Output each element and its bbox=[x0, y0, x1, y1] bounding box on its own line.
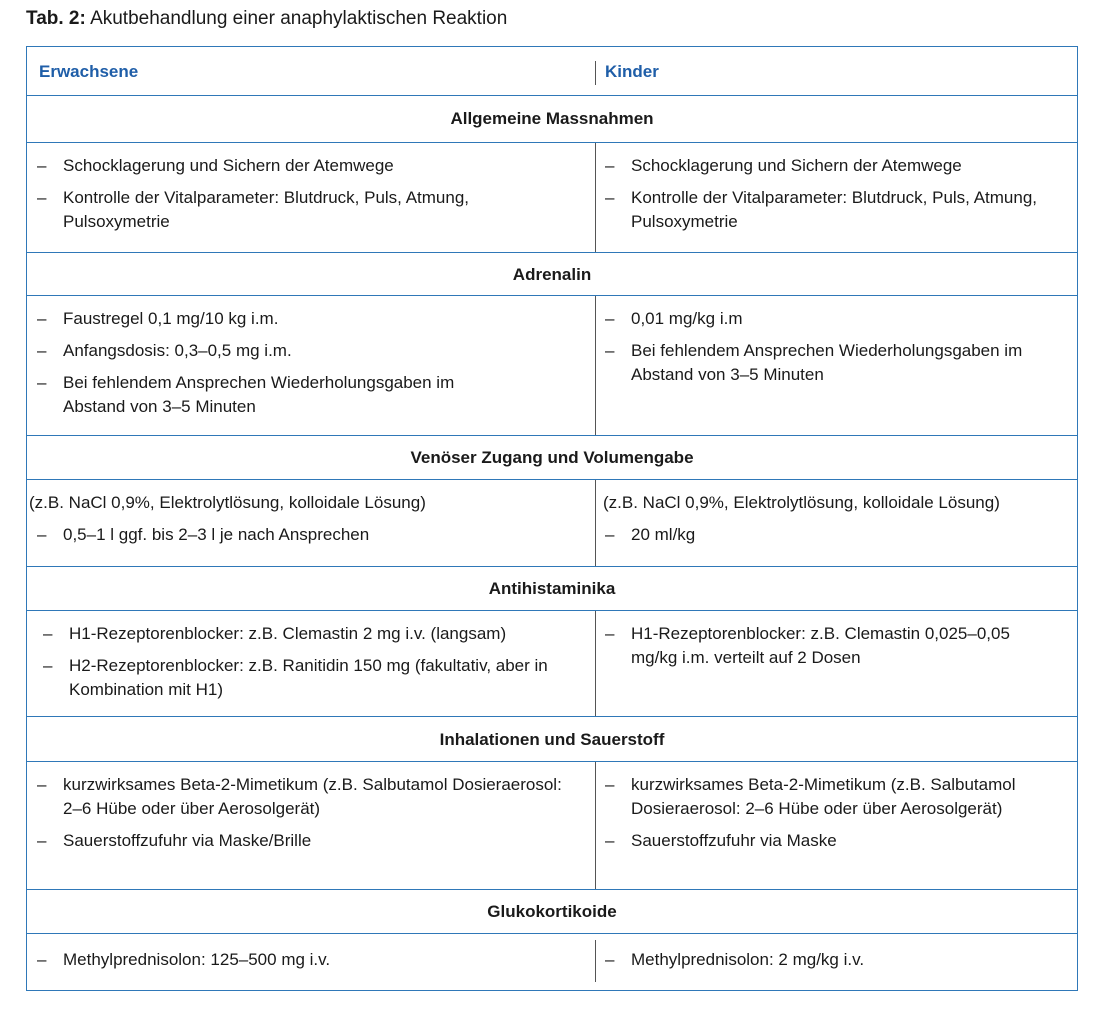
cell-adults bbox=[27, 296, 593, 435]
list-item: – Bei fehlendem Ansprechen Wiederholungsgaben im Abstand von 3–5 Minuten bbox=[37, 371, 583, 419]
column-header-children: Kinder bbox=[605, 62, 659, 81]
section-title: Venöser Zugang und Volumengabe bbox=[27, 436, 1077, 480]
list-item: – Methylprednisolon: 125–500 mg i.v. bbox=[37, 948, 583, 972]
caption-text: Akutbehandlung einer anaphylaktischen Reaktion bbox=[90, 8, 508, 29]
section-body bbox=[27, 143, 1077, 253]
list-item: – H2-Rezeptorenblocker: z.B. Ranitidin 150 mg (fakultativ, aber in Kombination mit H1) bbox=[43, 654, 583, 702]
list-item: – Methylprednisolon: 2 mg/kg i.v. bbox=[605, 948, 1071, 972]
table-caption bbox=[26, 8, 507, 30]
section-title: Allgemeine Massnahmen bbox=[27, 95, 1077, 143]
cell-adults bbox=[27, 762, 593, 889]
list-item: – Faustregel 0,1 mg/10 kg i.m. bbox=[37, 307, 583, 331]
column-divider bbox=[595, 762, 596, 889]
caption-label: Tab. 2: bbox=[26, 8, 86, 29]
section-title: Antihistaminika bbox=[27, 567, 1077, 611]
list-item: – 0,01 mg/kg i.m bbox=[605, 307, 1071, 331]
section-body bbox=[27, 934, 1077, 990]
section-title: Adrenalin bbox=[27, 253, 1077, 296]
section-body bbox=[27, 480, 1077, 567]
cell-children bbox=[597, 611, 1077, 716]
section-body bbox=[27, 296, 1077, 436]
list-item: – Schocklagerung und Sichern der Atemwege bbox=[37, 154, 583, 178]
cell-children bbox=[597, 762, 1077, 889]
section-body bbox=[27, 762, 1077, 890]
cell-children bbox=[597, 480, 1077, 566]
cell-children bbox=[597, 143, 1077, 252]
section-body bbox=[27, 611, 1077, 717]
list-item: – H1-Rezeptorenblocker: z.B. Clemastin 0,025–0,05 mg/kg i.m. verteilt auf 2 Dosen bbox=[605, 622, 1051, 670]
list-item: – Sauerstoffzufuhr via Maske bbox=[605, 829, 1053, 853]
cell-children bbox=[597, 934, 1077, 990]
list-item: – 0,5–1 l ggf. bis 2–3 l je nach Ansprechen bbox=[37, 523, 583, 547]
list-item: – kurzwirksames Beta-2-Mimetikum (z.B. Salbutamol Dosieraerosol: 2–6 Hübe oder über Aerosolgerät) bbox=[605, 773, 1053, 821]
section-title: Inhalationen und Sauerstoff bbox=[27, 717, 1077, 762]
treatment-table bbox=[26, 46, 1078, 991]
list-item: – Bei fehlendem Ansprechen Wiederholungsgaben im Abstand von 3–5 Minuten bbox=[605, 339, 1071, 387]
cell-adults bbox=[27, 611, 593, 716]
table-header-row bbox=[27, 47, 1077, 96]
list-item: – Kontrolle der Vitalparameter: Blutdruck, Puls, Atmung, Pulsoxymetrie bbox=[37, 186, 583, 234]
cell-adults bbox=[27, 480, 593, 566]
list-item: – 20 ml/kg bbox=[605, 523, 1071, 547]
column-divider bbox=[595, 940, 596, 982]
column-divider bbox=[595, 480, 596, 566]
list-item: – Anfangsdosis: 0,3–0,5 mg i.m. bbox=[37, 339, 583, 363]
cell-note: (z.B. NaCl 0,9%, Elektrolytlösung, kolloidale Lösung) bbox=[29, 493, 426, 512]
list-item: – Kontrolle der Vitalparameter: Blutdruck, Puls, Atmung, Pulsoxymetrie bbox=[605, 186, 1071, 234]
list-item: – Schocklagerung und Sichern der Atemwege bbox=[605, 154, 1071, 178]
column-divider bbox=[595, 611, 596, 716]
column-divider bbox=[595, 296, 596, 435]
cell-note: (z.B. NaCl 0,9%, Elektrolytlösung, kolloidale Lösung) bbox=[603, 493, 1000, 512]
cell-adults bbox=[27, 143, 593, 252]
cell-adults bbox=[27, 934, 593, 990]
list-item: – kurzwirksames Beta-2-Mimetikum (z.B. Salbutamol Dosieraerosol: 2–6 Hübe oder über Aerosolgerät) bbox=[37, 773, 579, 821]
list-item: – H1-Rezeptorenblocker: z.B. Clemastin 2 mg i.v. (langsam) bbox=[43, 622, 583, 646]
section-title: Glukokortikoide bbox=[27, 890, 1077, 934]
cell-children bbox=[597, 296, 1077, 435]
column-divider bbox=[595, 143, 596, 252]
column-header-adults: Erwachsene bbox=[39, 62, 139, 81]
column-divider bbox=[595, 61, 596, 85]
list-item: – Sauerstoffzufuhr via Maske/Brille bbox=[37, 829, 579, 853]
